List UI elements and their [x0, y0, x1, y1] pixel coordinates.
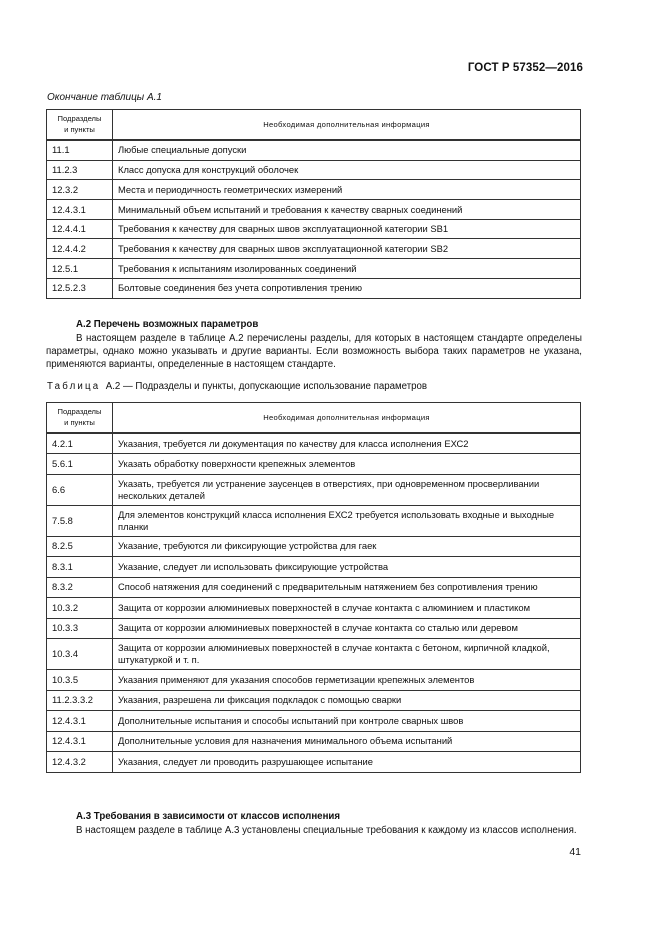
row-subsection-number: 12.3.2 [47, 180, 113, 200]
row-information: Для элементов конструкций класса исполнения ЕХС2 требуется использовать входные и выходные планки [113, 505, 581, 536]
row-information: Дополнительные испытания и способы испытаний при контроле сварных швов [113, 711, 581, 732]
table-row [47, 219, 581, 239]
col-header-subsections: Подразделы и пункты [47, 403, 113, 434]
table-row [47, 557, 581, 578]
row-information: Места и периодичность геометрических измерений [113, 180, 581, 200]
row-subsection-number: 11.2.3.3.2 [47, 690, 113, 711]
table-row [47, 239, 581, 259]
row-subsection-number: 7.5.8 [47, 505, 113, 536]
row-information: Требования к качеству для сварных швов эксплуатационной категории SB2 [113, 239, 581, 259]
section-a2-title: А.2 Перечень возможных параметров [76, 319, 259, 330]
table-header-row [47, 110, 581, 141]
table-row [47, 474, 581, 505]
row-information: Указания, разрешена ли фиксация подкладок с помощью сварки [113, 690, 581, 711]
col-header-info: Необходимая дополнительная информация [113, 110, 581, 141]
row-subsection-number: 12.4.3.2 [47, 752, 113, 773]
row-subsection-number: 4.2.1 [47, 433, 113, 454]
section-a3-title: А.3 Требования в зависимости от классов исполнения [76, 811, 341, 822]
table-row [47, 639, 581, 670]
table-row [47, 618, 581, 639]
row-subsection-number: 10.3.2 [47, 598, 113, 619]
table-row [47, 259, 581, 279]
row-information: Требования к качеству для сварных швов эксплуатационной категории SB1 [113, 219, 581, 239]
section-a3-paragraph: В настоящем разделе в таблице А.3 установлены специальные требования к каждому из классов исполнения. [76, 825, 577, 836]
table-row [47, 690, 581, 711]
row-subsection-number: 12.4.4.2 [47, 239, 113, 259]
row-information: Дополнительные условия для назначения минимального объема испытаний [113, 731, 581, 752]
row-information: Способ натяжения для соединений с предварительным натяжением без сопротивления трению [113, 577, 581, 598]
table-row [47, 433, 581, 454]
row-information: Указание, требуются ли фиксирующие устройства для гаек [113, 536, 581, 557]
table-row [47, 670, 581, 691]
table-row [47, 536, 581, 557]
table-row [47, 577, 581, 598]
table-row [47, 752, 581, 773]
page-number: 41 [569, 846, 581, 858]
row-subsection-number: 6.6 [47, 474, 113, 505]
row-subsection-number: 11.2.3 [47, 160, 113, 180]
document-code: ГОСТ Р 57352—2016 [467, 62, 583, 74]
row-information: Указание, следует ли использовать фиксирующие устройства [113, 557, 581, 578]
table2-caption [47, 381, 427, 392]
table1-caption: Окончание таблицы А.1 [47, 92, 162, 103]
table-row [47, 160, 581, 180]
table-a2 [46, 402, 581, 773]
table-row [47, 711, 581, 732]
row-information: Минимальный объем испытаний и требования к качеству сварных соединений [113, 200, 581, 220]
col-header-subsections: Подразделы и пункты [47, 110, 113, 141]
table-row [47, 598, 581, 619]
table-row [47, 180, 581, 200]
table-row [47, 505, 581, 536]
table-a1-end [46, 109, 581, 299]
row-information: Любые специальные допуски [113, 140, 581, 160]
row-subsection-number: 12.4.3.1 [47, 200, 113, 220]
row-information: Указать, требуется ли устранение заусенцев в отверстиях, при одновременном просверливании нескольких деталей [113, 474, 581, 505]
row-subsection-number: 8.2.5 [47, 536, 113, 557]
row-subsection-number: 8.3.1 [47, 557, 113, 578]
row-subsection-number: 11.1 [47, 140, 113, 160]
row-subsection-number: 12.4.4.1 [47, 219, 113, 239]
row-subsection-number: 10.3.3 [47, 618, 113, 639]
row-subsection-number: 5.6.1 [47, 454, 113, 475]
row-subsection-number: 10.3.5 [47, 670, 113, 691]
row-subsection-number: 8.3.2 [47, 577, 113, 598]
table-row [47, 731, 581, 752]
row-information: Защита от коррозии алюминиевых поверхностей в случае контакта с алюминием и пластиком [113, 598, 581, 619]
row-subsection-number: 12.5.2.3 [47, 278, 113, 298]
row-information: Защита от коррозии алюминиевых поверхностей в случае контакта со сталью или деревом [113, 618, 581, 639]
table-row [47, 200, 581, 220]
row-information: Болтовые соединения без учета сопротивления трению [113, 278, 581, 298]
table-row [47, 454, 581, 475]
table-row [47, 278, 581, 298]
row-information: Защита от коррозии алюминиевых поверхностей в случае контакта с бетоном, кирпичной кладкой, штукатуркой и т. п. [113, 639, 581, 670]
table-header-row [47, 403, 581, 434]
row-subsection-number: 12.5.1 [47, 259, 113, 279]
table2-caption-text: А.2 — Подразделы и пункты, допускающие использование параметров [105, 381, 428, 392]
col-header-info: Необходимая дополнительная информация [113, 403, 581, 434]
row-information: Класс допуска для конструкций оболочек [113, 160, 581, 180]
row-subsection-number: 12.4.3.1 [47, 711, 113, 732]
section-a2-paragraph: В настоящем разделе в таблице А.2 перечислены разделы, для которых в настоящем стандарте определены параметры, однако можно указывать и другие варианты. Если возможность выбора таких параметров не указана, применяются варианты, определенные в настоящем стандарте. [46, 333, 582, 370]
row-subsection-number: 10.3.4 [47, 639, 113, 670]
row-information: Указания применяют для указания способов герметизации крепежных элементов [113, 670, 581, 691]
row-information: Указания, следует ли проводить разрушающее испытание [113, 752, 581, 773]
row-information: Требования к испытаниям изолированных соединений [113, 259, 581, 279]
table2-caption-word: Таблица [47, 381, 101, 392]
row-subsection-number: 12.4.3.1 [47, 731, 113, 752]
row-information: Указания, требуется ли документация по качеству для класса исполнения ЕХС2 [113, 433, 581, 454]
table-row [47, 140, 581, 160]
row-information: Указать обработку поверхности крепежных элементов [113, 454, 581, 475]
